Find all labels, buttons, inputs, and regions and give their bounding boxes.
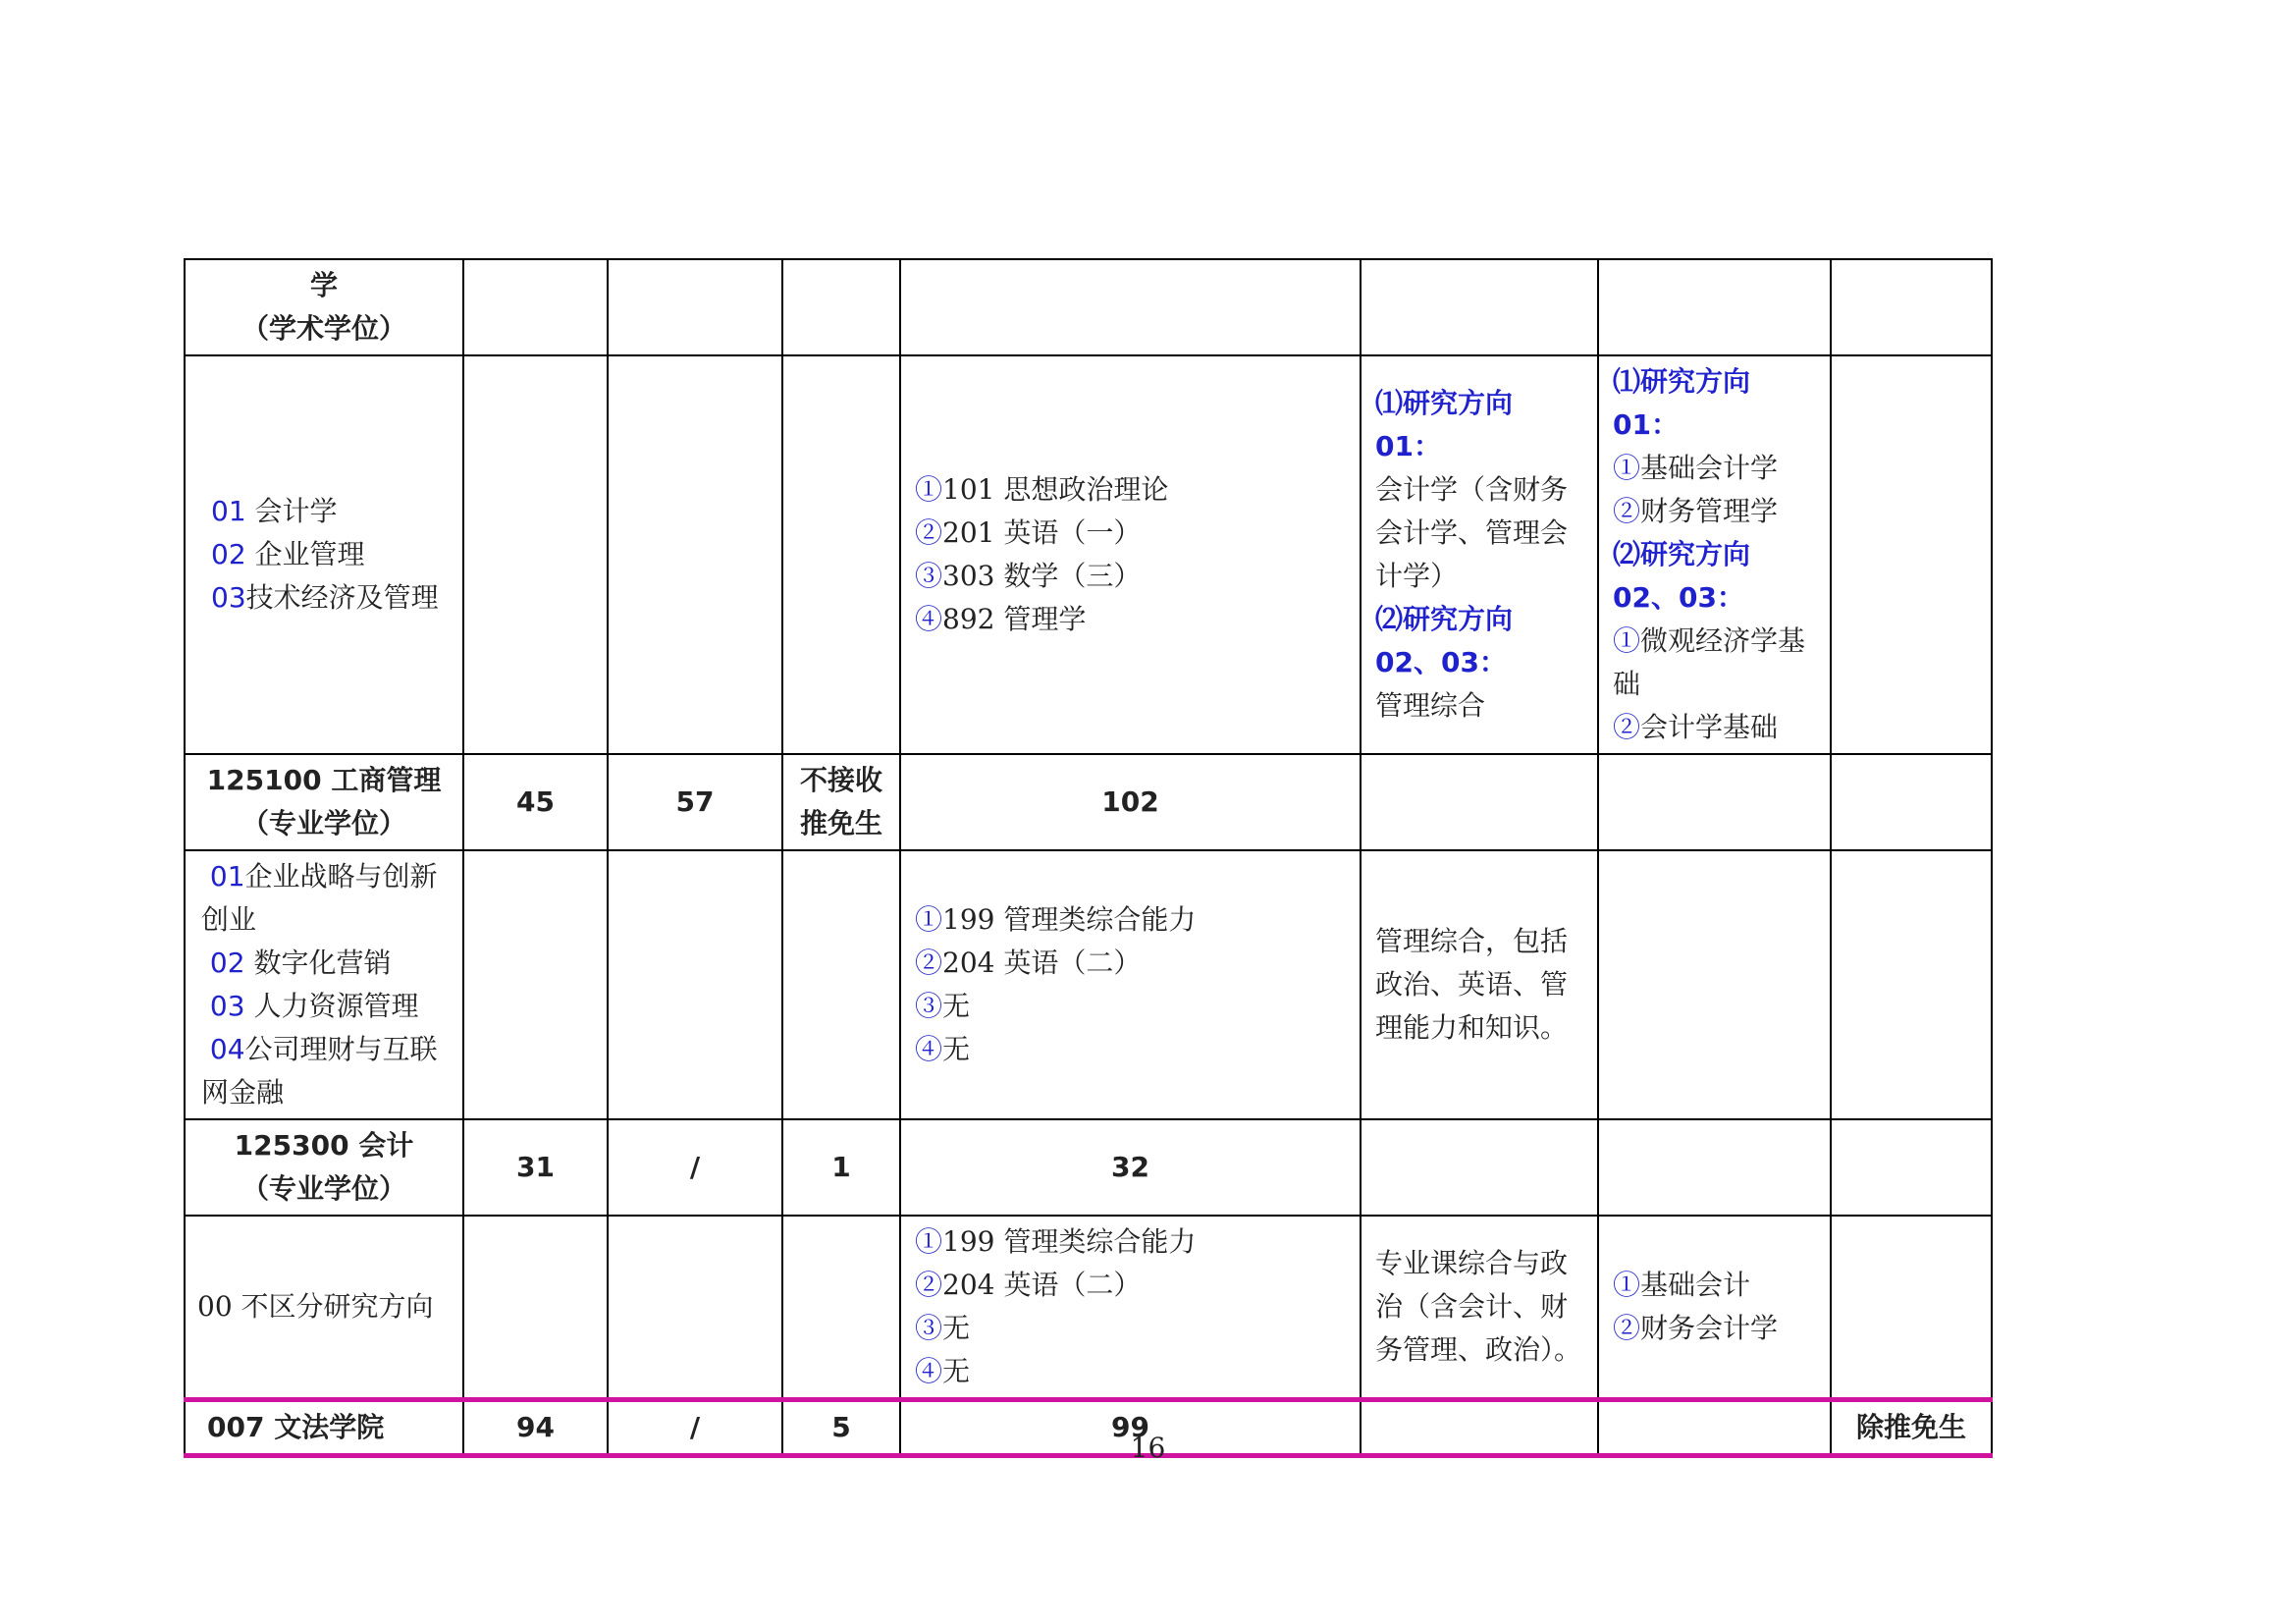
- note-cell: [1831, 259, 1992, 355]
- degree-type: （专业学位）: [240, 1172, 406, 1205]
- total-cell: 99: [900, 1400, 1361, 1456]
- other-cell: [608, 1216, 782, 1400]
- addexam-cell: [1598, 355, 1831, 754]
- plan-cell: [463, 1216, 608, 1400]
- enrollment-table: [184, 258, 1993, 1458]
- retest-cell: [1361, 1119, 1598, 1216]
- direction-item: 03技术经济及管理: [211, 581, 439, 614]
- tuimian-cell: 5: [782, 1400, 900, 1456]
- addexam-cell: [1598, 1216, 1831, 1400]
- retest-cell: [1361, 850, 1598, 1119]
- addexam-item: ①基础会计学: [1613, 452, 1779, 484]
- table-row: [185, 754, 1992, 850]
- tuimian-cell: 不接收 推免生: [782, 754, 900, 850]
- major-cell: [185, 754, 463, 850]
- direction-item: 04公司理财与互联网金融: [201, 1033, 438, 1109]
- exam-item: ③无: [915, 1312, 971, 1344]
- other-cell: [608, 355, 782, 754]
- retest-cell: [1361, 754, 1598, 850]
- plan-cell: 45: [463, 754, 608, 850]
- note-cell: [1831, 1119, 1992, 1216]
- addexam-item: ②财务管理学: [1613, 495, 1779, 527]
- addexam-heading: ⑴研究方向 01：: [1613, 365, 1751, 441]
- exam-item: ③无: [915, 990, 971, 1022]
- plan-cell: [463, 850, 608, 1119]
- table-row: [185, 259, 1992, 355]
- plan-cell: 94: [463, 1400, 608, 1456]
- addexam-item: ②会计学基础: [1613, 711, 1779, 743]
- direction-item: 01企业战略与创新创业: [201, 860, 438, 936]
- exam-item: ①199 管理类综合能力: [915, 903, 1197, 936]
- exam-item: ①101 思想政治理论: [915, 473, 1169, 506]
- college-name: 007 文法学院: [185, 1400, 463, 1456]
- addexam-cell: [1598, 850, 1831, 1119]
- other-cell: [608, 259, 782, 355]
- retest-heading: ⑵研究方向 02、03：: [1375, 603, 1514, 678]
- exam-item: ③303 数学（三）: [915, 560, 1142, 592]
- retest-cell: [1361, 1216, 1598, 1400]
- note-cell: [1831, 754, 1992, 850]
- other-cell: [608, 850, 782, 1119]
- tuimian-cell: 1: [782, 1119, 900, 1216]
- note-cell: [1831, 355, 1992, 754]
- exam-cell: [900, 850, 1361, 1119]
- addexam-cell: [1598, 1119, 1831, 1216]
- exam-item: ②204 英语（二）: [915, 1269, 1142, 1301]
- retest-text: 会计学（含财务会计学、管理会计学）: [1375, 473, 1569, 592]
- directions-cell: [185, 355, 463, 754]
- addexam-item: ①微观经济学基础: [1613, 624, 1806, 700]
- total-cell: [782, 259, 900, 355]
- directions-cell: [185, 850, 463, 1119]
- addexam-item: ②财务会计学: [1613, 1312, 1779, 1344]
- table-row: [185, 850, 1992, 1119]
- retest-heading: ⑴研究方向 01：: [1375, 387, 1514, 462]
- note-cell: 除推免生: [1831, 1400, 1992, 1456]
- retest-cell: [1361, 355, 1598, 754]
- plan-cell: [463, 355, 608, 754]
- total-cell: 102: [900, 754, 1361, 850]
- direction-item: 03 人力资源管理: [209, 990, 419, 1022]
- note-cell: [1831, 850, 1992, 1119]
- major-name: 学: [309, 269, 338, 301]
- addexam-cell: [1598, 259, 1831, 355]
- table-row: [185, 355, 1992, 754]
- direction-item: 00 不区分研究方向: [197, 1290, 434, 1323]
- addexam-heading: ⑵研究方向 02、03：: [1613, 538, 1751, 614]
- plan-cell: [463, 259, 608, 355]
- exam-item: ②201 英语（一）: [915, 516, 1142, 549]
- major-name: 125100 工商管理: [206, 764, 442, 796]
- direction-item: 02 企业管理: [211, 538, 365, 570]
- other-cell: 57: [608, 754, 782, 850]
- exam-cell: [900, 1216, 1361, 1400]
- degree-type: （专业学位）: [240, 807, 406, 839]
- plan-cell: 31: [463, 1119, 608, 1216]
- total-cell: [782, 850, 900, 1119]
- retest-text: 管理综合: [1375, 689, 1486, 722]
- retest-cell: [1361, 259, 1598, 355]
- note-cell: [1831, 1216, 1992, 1400]
- exam-item: ④无: [915, 1355, 971, 1387]
- table-row: [185, 1119, 1992, 1216]
- directions-cell: [185, 1216, 463, 1400]
- exam-item: ①199 管理类综合能力: [915, 1225, 1197, 1258]
- total-cell: 32: [900, 1119, 1361, 1216]
- retest-text: 专业课综合与政治（含会计、财务管理、政治）。: [1375, 1247, 1582, 1366]
- other-cell: /: [608, 1400, 782, 1456]
- total-cell: [782, 355, 900, 754]
- exam-cell: [900, 259, 1361, 355]
- total-cell: [782, 1216, 900, 1400]
- exam-item: ④无: [915, 1033, 971, 1065]
- exam-item: ②204 英语（二）: [915, 947, 1142, 979]
- page-number: 16: [1130, 1432, 1166, 1464]
- exam-cell: [900, 355, 1361, 754]
- other-cell: /: [608, 1119, 782, 1216]
- direction-item: 02 数字化营销: [209, 947, 392, 979]
- table-row: [185, 1216, 1992, 1400]
- major-cell: [185, 259, 463, 355]
- major-name: 125300 会计: [234, 1129, 414, 1162]
- addexam-cell: [1598, 754, 1831, 850]
- retest-text: 管理综合，包括政治、英语、管理能力和知识。: [1375, 925, 1569, 1044]
- addexam-item: ①基础会计: [1613, 1269, 1751, 1301]
- major-cell: [185, 1119, 463, 1216]
- direction-item: 01 会计学: [211, 495, 338, 527]
- exam-item: ④892 管理学: [915, 603, 1087, 635]
- degree-type: （学术学位）: [240, 312, 406, 345]
